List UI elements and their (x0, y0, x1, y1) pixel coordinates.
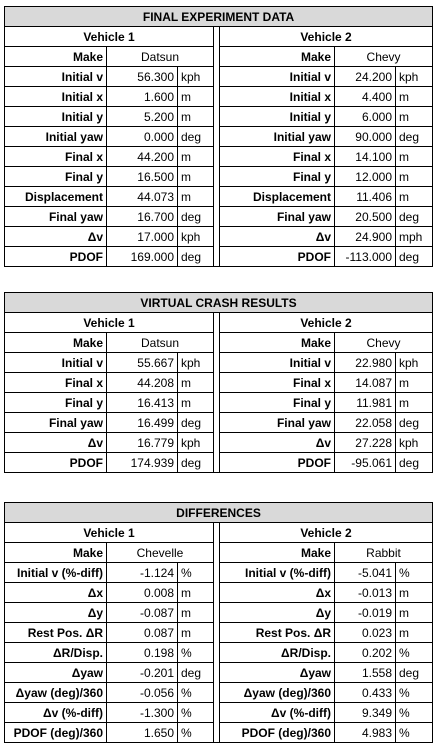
table-row (5, 413, 433, 433)
vehicle1-value: Chevelle (107, 543, 214, 563)
vehicle2-unit: % (396, 723, 433, 743)
vehicle2-value: 20.500 (335, 207, 396, 227)
vehicle1-label: Initial x (5, 87, 107, 107)
vehicle1-label: PDOF (deg)/360 (5, 723, 107, 743)
table-row (5, 373, 433, 393)
vehicle1-header: Vehicle 1 (5, 313, 214, 333)
vehicle1-label: Initial v (%-diff) (5, 563, 107, 583)
vehicle2-label: PDOF (220, 453, 335, 473)
vehicle1-unit: kph (178, 227, 214, 247)
vehicle2-unit: % (396, 563, 433, 583)
vehicle1-label: PDOF (5, 247, 107, 267)
table-title: DIFFERENCES (5, 503, 433, 523)
vehicle2-value: 0.023 (335, 623, 396, 643)
vehicle1-unit: m (178, 147, 214, 167)
vehicle2-value: 4.983 (335, 723, 396, 743)
vehicle1-label: Δv (5, 433, 107, 453)
table-row (5, 107, 433, 127)
table-row (5, 433, 433, 453)
vehicle1-value: 44.208 (107, 373, 178, 393)
vehicle1-value: 55.667 (107, 353, 178, 373)
vehicle2-value: 6.000 (335, 107, 396, 127)
vehicle1-unit: kph (178, 67, 214, 87)
vehicle2-value: -5.041 (335, 563, 396, 583)
vehicle2-label: Final y (220, 393, 335, 413)
vehicle1-label: Final x (5, 373, 107, 393)
table-row (5, 583, 433, 603)
vehicle1-label: Δy (5, 603, 107, 623)
vehicle1-unit: % (178, 683, 214, 703)
vehicle1-label: PDOF (5, 453, 107, 473)
vehicle1-unit: deg (178, 413, 214, 433)
vehicle1-unit: m (178, 167, 214, 187)
vehicle2-unit: % (396, 643, 433, 663)
vehicle1-unit: m (178, 107, 214, 127)
vehicle1-label: Rest Pos. ΔR (5, 623, 107, 643)
vehicle1-unit: kph (178, 433, 214, 453)
table-row (5, 227, 433, 247)
vehicle1-unit: deg (178, 453, 214, 473)
vehicle2-value: 14.100 (335, 147, 396, 167)
vehicle1-value: 16.499 (107, 413, 178, 433)
table-row (5, 187, 433, 207)
vehicle2-unit: m (396, 167, 433, 187)
vehicle2-unit: kph (396, 67, 433, 87)
vehicle2-label: Δv (220, 227, 335, 247)
table-row (5, 47, 433, 67)
vehicle2-value: 14.087 (335, 373, 396, 393)
table-row (5, 453, 433, 473)
vehicle1-label: Make (5, 47, 107, 67)
vehicle2-label: Δyaw (deg)/360 (220, 683, 335, 703)
vehicle1-unit: m (178, 393, 214, 413)
vehicle1-label: Final y (5, 393, 107, 413)
vehicle2-label: Final yaw (220, 413, 335, 433)
table-row (5, 127, 433, 147)
vehicle2-unit: m (396, 87, 433, 107)
vehicle1-value: 16.500 (107, 167, 178, 187)
vehicle2-label: ΔR/Disp. (220, 643, 335, 663)
vehicle1-unit: m (178, 187, 214, 207)
vehicle2-value: Chevy (335, 47, 433, 67)
vehicle2-label: Δv (220, 433, 335, 453)
table-row (5, 703, 433, 723)
vehicle1-label: Initial v (5, 353, 107, 373)
vehicle2-unit: mph (396, 227, 433, 247)
vehicle2-unit: kph (396, 353, 433, 373)
vehicle2-unit: m (396, 187, 433, 207)
vehicle1-value: -1.300 (107, 703, 178, 723)
vehicle2-label: Δy (220, 603, 335, 623)
vehicle1-value: 16.700 (107, 207, 178, 227)
vehicle2-label: Δyaw (220, 663, 335, 683)
final-experiment-table (4, 6, 433, 267)
vehicle2-header: Vehicle 2 (220, 523, 433, 543)
vehicle2-value: -113.000 (335, 247, 396, 267)
vehicle2-header: Vehicle 2 (220, 313, 433, 333)
table-row (5, 623, 433, 643)
vehicle1-unit: m (178, 583, 214, 603)
vehicle2-unit: % (396, 683, 433, 703)
vehicle2-label: Final y (220, 167, 335, 187)
vehicle2-value: 90.000 (335, 127, 396, 147)
vehicle2-label: Initial yaw (220, 127, 335, 147)
vehicle1-unit: m (178, 373, 214, 393)
vehicle2-value: -0.013 (335, 583, 396, 603)
vehicle1-value: 0.008 (107, 583, 178, 603)
vehicle1-label: Initial y (5, 107, 107, 127)
vehicle2-label: Final yaw (220, 207, 335, 227)
vehicle2-value: 22.980 (335, 353, 396, 373)
vehicle1-label: Final x (5, 147, 107, 167)
vehicle1-value: 0.000 (107, 127, 178, 147)
vehicle1-value: -0.201 (107, 663, 178, 683)
vehicle2-value: Rabbit (335, 543, 433, 563)
table-row (5, 663, 433, 683)
vehicle1-label: Δyaw (5, 663, 107, 683)
vehicle2-label: PDOF (220, 247, 335, 267)
vehicle1-unit: % (178, 723, 214, 743)
vehicle2-label: Make (220, 543, 335, 563)
vehicle1-value: 16.779 (107, 433, 178, 453)
vehicle2-label: Initial v (%-diff) (220, 563, 335, 583)
table-row (5, 683, 433, 703)
vehicle1-label: Δyaw (deg)/360 (5, 683, 107, 703)
vehicle1-label: Displacement (5, 187, 107, 207)
vehicle1-label: Initial yaw (5, 127, 107, 147)
vehicle2-value: Chevy (335, 333, 433, 353)
vehicle2-value: 27.228 (335, 433, 396, 453)
vehicle2-unit: deg (396, 663, 433, 683)
vehicle2-value: 11.981 (335, 393, 396, 413)
vehicle2-unit: deg (396, 453, 433, 473)
vehicle2-label: Δv (%-diff) (220, 703, 335, 723)
vehicle1-label: Final y (5, 167, 107, 187)
vehicle1-value: -1.124 (107, 563, 178, 583)
vehicle1-label: Δv (5, 227, 107, 247)
table-title: FINAL EXPERIMENT DATA (5, 7, 433, 27)
table-row (5, 643, 433, 663)
vehicle2-value: 1.558 (335, 663, 396, 683)
vehicle2-unit: m (396, 373, 433, 393)
vehicle2-value: 22.058 (335, 413, 396, 433)
table-row (5, 147, 433, 167)
vehicle2-label: Initial v (220, 353, 335, 373)
vehicle2-unit: m (396, 623, 433, 643)
vehicle2-label: Displacement (220, 187, 335, 207)
vehicle2-unit: kph (396, 433, 433, 453)
vehicle2-label: PDOF (deg)/360 (220, 723, 335, 743)
vehicle2-unit: m (396, 583, 433, 603)
vehicle2-header: Vehicle 2 (220, 27, 433, 47)
vehicle2-value: 11.406 (335, 187, 396, 207)
vehicle1-value: 44.200 (107, 147, 178, 167)
vehicle1-unit: % (178, 563, 214, 583)
vehicle1-header: Vehicle 1 (5, 523, 214, 543)
vehicle2-value: 0.202 (335, 643, 396, 663)
vehicle1-unit: deg (178, 207, 214, 227)
vehicle2-value: 4.400 (335, 87, 396, 107)
vehicle2-unit: deg (396, 127, 433, 147)
vehicle1-label: Final yaw (5, 413, 107, 433)
table-row (5, 723, 433, 743)
vehicle2-unit: deg (396, 413, 433, 433)
table-row (5, 353, 433, 373)
vehicle1-unit: deg (178, 247, 214, 267)
vehicle1-value: 0.198 (107, 643, 178, 663)
vehicle1-value: Datsun (107, 47, 214, 67)
vehicle2-value: -0.019 (335, 603, 396, 623)
vehicle1-value: 56.300 (107, 67, 178, 87)
vehicle2-label: Make (220, 333, 335, 353)
differences-table (4, 502, 433, 743)
vehicle1-value: 16.413 (107, 393, 178, 413)
vehicle1-unit: kph (178, 353, 214, 373)
table-row (5, 543, 433, 563)
vehicle2-label: Initial x (220, 87, 335, 107)
table-row (5, 87, 433, 107)
vehicle1-label: Final yaw (5, 207, 107, 227)
vehicle2-label: Final x (220, 373, 335, 393)
table-title: VIRTUAL CRASH RESULTS (5, 293, 433, 313)
vehicle1-value: Datsun (107, 333, 214, 353)
vehicle2-label: Initial y (220, 107, 335, 127)
vehicle1-label: Initial v (5, 67, 107, 87)
vehicle2-value: 24.900 (335, 227, 396, 247)
table-row (5, 333, 433, 353)
vehicle1-label: Make (5, 333, 107, 353)
vehicle2-value: 12.000 (335, 167, 396, 187)
vehicle2-unit: m (396, 107, 433, 127)
vehicle1-value: 174.939 (107, 453, 178, 473)
vehicle1-unit: % (178, 643, 214, 663)
vehicle2-unit: deg (396, 207, 433, 227)
vehicle1-value: 0.087 (107, 623, 178, 643)
vehicle2-value: 24.200 (335, 67, 396, 87)
vehicle1-unit: % (178, 703, 214, 723)
vehicle1-unit: deg (178, 663, 214, 683)
table-row (5, 563, 433, 583)
table-row (5, 167, 433, 187)
vehicle1-value: 1.600 (107, 87, 178, 107)
vehicle1-value: 17.000 (107, 227, 178, 247)
vehicle2-value: 9.349 (335, 703, 396, 723)
vehicle2-label: Rest Pos. ΔR (220, 623, 335, 643)
vehicle1-value: 44.073 (107, 187, 178, 207)
table-row (5, 247, 433, 267)
vehicle2-unit: deg (396, 247, 433, 267)
virtual-crash-table (4, 292, 433, 473)
vehicle2-value: 0.433 (335, 683, 396, 703)
vehicle1-value: -0.056 (107, 683, 178, 703)
vehicle1-value: 169.000 (107, 247, 178, 267)
vehicle1-value: 1.650 (107, 723, 178, 743)
vehicle1-label: ΔR/Disp. (5, 643, 107, 663)
vehicle2-label: Make (220, 47, 335, 67)
vehicle2-unit: % (396, 703, 433, 723)
vehicle1-unit: m (178, 87, 214, 107)
vehicle2-label: Δx (220, 583, 335, 603)
table-row (5, 393, 433, 413)
vehicle1-value: -0.087 (107, 603, 178, 623)
vehicle1-unit: m (178, 623, 214, 643)
vehicle1-label: Δx (5, 583, 107, 603)
table-row (5, 67, 433, 87)
vehicle2-label: Initial v (220, 67, 335, 87)
vehicle1-label: Make (5, 543, 107, 563)
vehicle2-unit: m (396, 147, 433, 167)
vehicle2-unit: m (396, 603, 433, 623)
vehicle2-label: Final x (220, 147, 335, 167)
vehicle2-unit: m (396, 393, 433, 413)
vehicle1-unit: m (178, 603, 214, 623)
vehicle1-unit: deg (178, 127, 214, 147)
table-row (5, 603, 433, 623)
vehicle1-value: 5.200 (107, 107, 178, 127)
vehicle2-value: -95.061 (335, 453, 396, 473)
table-row (5, 207, 433, 227)
vehicle1-label: Δv (%-diff) (5, 703, 107, 723)
vehicle1-header: Vehicle 1 (5, 27, 214, 47)
